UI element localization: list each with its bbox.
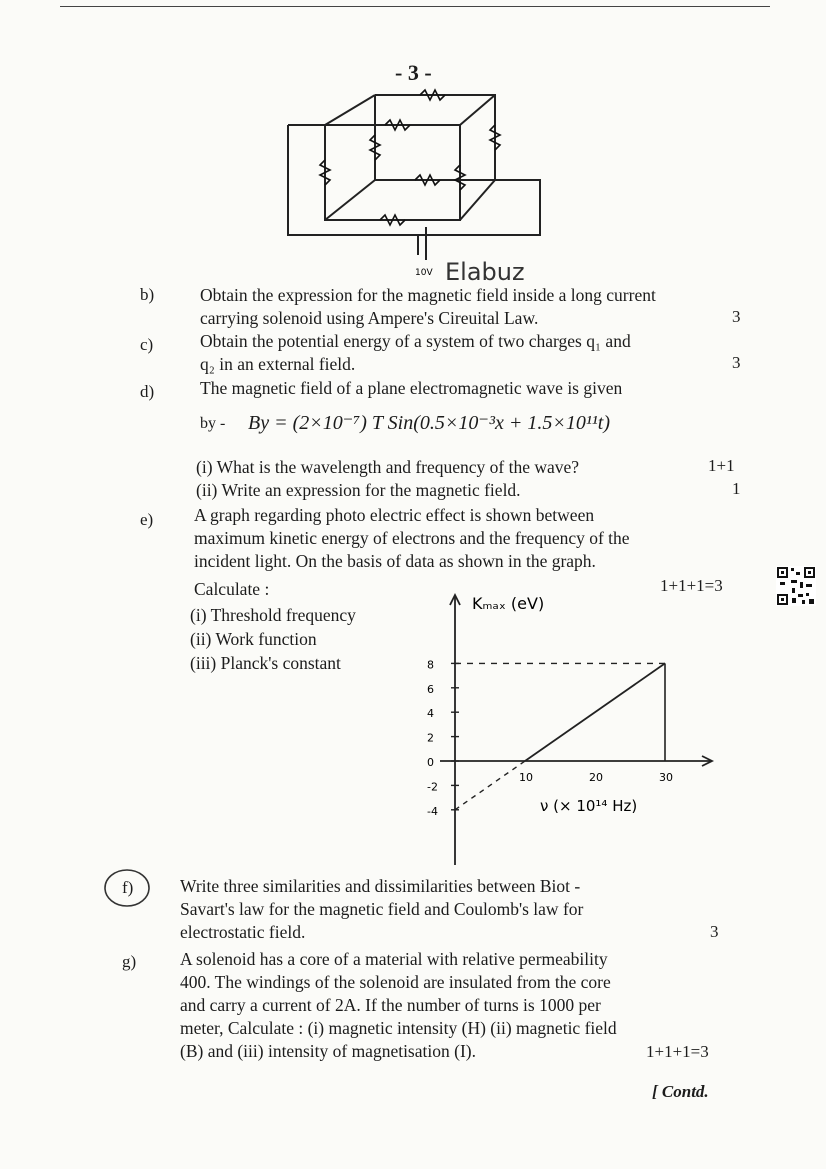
question-line: maximum kinetic energy of electrons and the frequency of the [194,528,630,548]
x-tick-label: 10 [519,771,533,784]
marks: 1+1+1=3 [646,1042,709,1061]
question-line: and carry a current of 2A. If the number of turns is 1000 per [180,995,601,1015]
y-tick-label: 4 [427,707,434,721]
question-c-text [200,330,631,376]
marks: 1 [732,479,741,498]
y-tick-label: 2 [427,731,434,745]
question-line: q₂ in an external field. [200,354,356,374]
question-label: g) [122,952,137,971]
question-line: The magnetic field of a plane electromagnetic wave is given [200,378,623,398]
formula: By = (2×10⁻⁷) T Sin(0.5×10⁻³x + 1.5×10¹¹t) [248,412,611,434]
question-label: e) [140,510,154,529]
handwritten-note: Elabuz [445,258,525,285]
photoelectric-graph [410,585,730,870]
question-line: 400. The windings of the solenoid are insulated from the core [180,972,611,992]
y-tick-label: -2 [427,780,438,794]
part-text: (ii) Write an expression for the magnetic field. [196,480,521,500]
question-line: A graph regarding photo electric effect is shown between [194,505,595,525]
question-g-text [180,948,617,1063]
question-line: A solenoid has a core of a material with relative permeability [180,949,608,969]
qr-code [776,566,816,606]
part-text: (i) What is the wavelength and frequency of the wave? [196,457,580,477]
y-tick-label: 0 [427,756,434,769]
marks: 3 [732,353,741,372]
calculate-label: Calculate : [194,579,270,599]
question-line: Obtain the expression for the magnetic field inside a long current [200,285,656,305]
question-f-text [180,875,583,944]
part-text: (i) Threshold frequency [190,605,356,625]
y-tick-label: -4 [427,804,438,818]
page-top-edge [60,6,770,7]
question-line: Write three similarities and dissimilarities between Biot - [180,876,581,896]
question-label: d) [140,382,155,401]
question-label: b) [140,285,155,304]
part-text: (iii) Planck's constant [190,653,341,673]
extrapolation-line [455,761,525,810]
cube-resistor-circuit [280,85,560,285]
question-line: (B) and (iii) intensity of magnetisation (I). [180,1041,476,1061]
question-e-text [194,504,630,573]
question-line: meter, Calculate : (i) magnetic intensity (H) (ii) magnetic field [180,1018,617,1038]
y-axis-label: Kₘₐₓ (eV) [472,594,545,613]
question-line: electrostatic field. [180,922,306,942]
page-number: - 3 - [395,60,432,85]
x-tick-label: 30 [659,771,673,784]
question-line: carrying solenoid using Ampere's Cireuital Law. [200,308,539,328]
y-tick-label: 8 [427,658,434,672]
data-line [525,663,665,761]
marks: 3 [732,307,741,326]
question-line: incident light. On the basis of data as shown in the graph. [194,551,596,571]
marks: 1+1 [708,456,735,475]
x-axis-label: ν (× 10¹⁴ Hz) [540,797,638,815]
question-line: Savart's law for the magnetic field and Coulomb's law for [180,899,584,919]
marks: 3 [710,922,719,941]
battery-label: 10V [415,268,433,278]
part-text: (ii) Work function [190,629,317,649]
question-b-text [200,284,656,330]
x-tick-label: 20 [589,771,603,784]
formula-prefix: by - [200,415,226,432]
question-label: f) [122,878,134,897]
marks: 1+1+1=3 [660,576,723,595]
footer-contd: [ Contd. [652,1082,709,1101]
question-label: c) [140,335,154,354]
question-line: Obtain the potential energy of a system of two charges q₁ and [200,331,631,351]
y-tick-label: 6 [427,682,434,696]
